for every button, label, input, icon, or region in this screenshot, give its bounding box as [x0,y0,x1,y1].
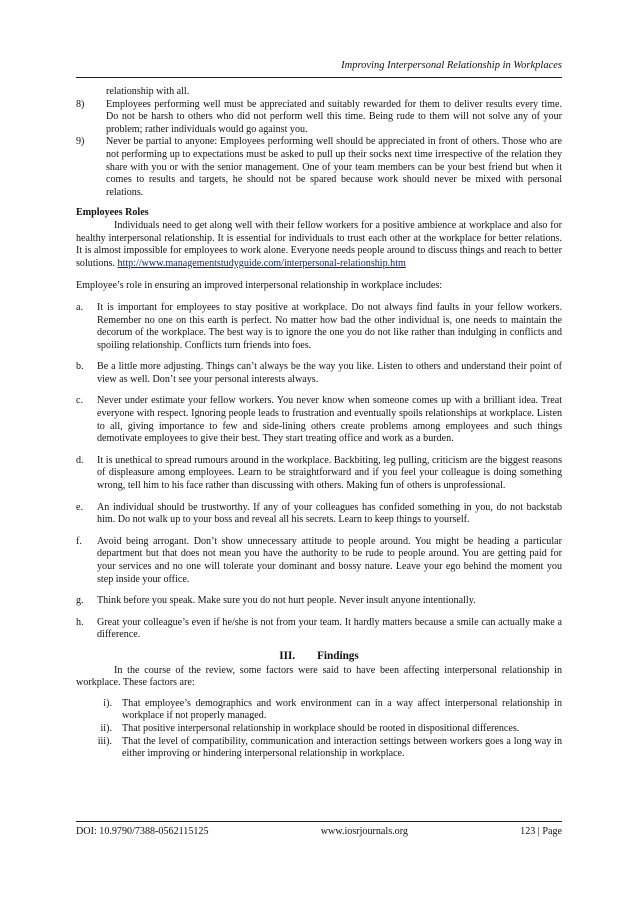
item-letter: h. [76,616,84,628]
item-letter: c. [76,395,84,407]
section-number: III. [279,649,296,662]
page-number: 123 | Page [520,826,562,837]
item-letter: a. [76,301,84,313]
findings-paragraph: In the course of the review, some factors were said to have been affecting interpersonal relationship in workplace. These factors are: [76,664,562,689]
reference-link[interactable]: http://www.managementstudyguide.com/interpersonal-relationship.htm [117,257,406,269]
findings-list [76,698,562,761]
item-text: Think before you speak. Make sure you do not hurt people. Never insult anyone intentionally. [97,595,476,607]
lettered-item-c [76,395,562,445]
item-text: That positive interpersonal relationship in workplace should be rooted in dispositional differences. [122,722,520,734]
item-text: It is important for employees to stay positive at workplace. Do not always find faults in your fellow workers. Remember no one on this earth is perfect. No matter how bad the other individual is, one needs to maintain the decorum of the workplace. The best way is to ignore the one you do not like rather than indulging in conflicts and spoiling relationship. Conflicts turn friends into foes. [97,301,562,351]
finding-item-i [76,698,562,723]
numbered-item-9 [76,136,562,199]
running-title: Improving Interpersonal Relationship in Workplaces [341,60,562,71]
item-text: Great your colleague’s even if he/she is not from your team. It hardly matters because a smile can actually make a difference. [97,616,562,641]
item-text: Never be partial to anyone: Employees performing well should be appreciated in front of others. Those who are not performing up to expectations must be asked to pull up their socks next time irrespective of the relation they share with you or with the senior management. One of your team members can be your best friend but when it comes to results and targets, he should not be spared because work should never be mixed with personal relations. [106,136,562,198]
section-heading-employees-roles: Employees Roles [76,207,149,219]
website-text: www.iosrjournals.org [320,826,408,837]
intro-continuation: relationship with all. [106,86,190,97]
finding-item-ii [76,723,562,736]
item-letter: d. [76,454,84,466]
lead-in-text: Employee’s role in ensuring an improved interpersonal relationship in workplace includes: [76,280,443,292]
lettered-item-g [76,595,562,608]
item-number: 9) [76,136,85,148]
page-body [76,86,562,761]
item-text: Never under estimate your fellow workers. You never know when someone comes up with a brilliant idea. Treat everyone with respect. Ignoring people leads to frustration and eventually spoils relationships at workplace. Listen to all, giving importance to few and side-lining others create problems among employees and such things demotivate employees to give their best. They start treating office and work as a burden. [97,395,562,445]
item-number: iii). [97,735,112,747]
paragraph-text: Individuals need to get along well with their fellow workers for a positive ambience at workplace and also for healthy interpersonal relationship. It is essential for individuals to trust each other at the workplace for better relations. It is almost impossible for employees to work alone. Everyone needs people around to discuss things and reach to better solutions. [76,219,562,269]
item-text: Employees performing well must be appreciated and suitably rewarded for them to deliver results every time. Do not be harsh to others who did not perform well this time. Being rude to them will not solve any of your problem; rather individuals would go against you. [106,98,562,135]
item-text: That the level of compatibility, communication and interaction settings between workers goes a long way in either improving or hindering interpersonal relationship in workplace. [122,735,562,760]
item-letter: f. [76,535,82,547]
lettered-item-h [76,617,562,642]
lettered-item-d [76,455,562,493]
item-text: Be a little more adjusting. Things can’t always be the way you like. Listen to others and understand their point of view as well. Don’t see your personal interests always. [97,361,562,385]
numbered-item-8 [76,99,562,137]
item-letter: b. [76,361,84,373]
header-rule [76,77,562,78]
doi-text: DOI: 10.9790/7388-0562115125 [76,826,209,837]
item-letter: g. [76,595,84,607]
section-heading-findings [76,650,562,663]
lettered-item-f [76,536,562,586]
lettered-item-a [76,302,562,352]
lettered-item-b [76,361,562,386]
item-text: It is unethical to spread rumours around in the workplace. Backbiting, leg pulling, criticism are the biggest reasons of displeasure among employees. Learn to be straightforward and if you feel your colleague is doing something wrong, tell him to his face rather than discussing with others. Making fun of others is unprofessional. [97,454,562,492]
item-letter: e. [76,501,84,513]
section-title: Findings [317,649,359,662]
item-number: i). [103,697,112,709]
item-number: 8) [76,98,85,110]
employees-roles-paragraph [76,220,562,270]
footer-rule [76,821,562,822]
item-text: That employee’s demographics and work environment can in a way affect interpersonal relationship in workplace if not properly managed. [122,697,562,722]
item-text: Avoid being arrogant. Don’t show unnecessary attitude to people around. You might be heading a particular department but that does not mean you have the authority to be rude to people around. You are getting paid for your services and no one will tolerate your dominant and bossy nature. Leave your ego behind the moment you step inside your office. [97,535,562,585]
lettered-item-e [76,502,562,527]
item-text: An individual should be trustworthy. If any of your colleagues has confided something in you, do not backstab him. Do not walk up to your boss and reveal all his secrets. Learn to keep things to yourself. [97,501,562,526]
page-footer [76,826,562,837]
item-number: ii). [100,722,112,734]
finding-item-iii [76,736,562,761]
